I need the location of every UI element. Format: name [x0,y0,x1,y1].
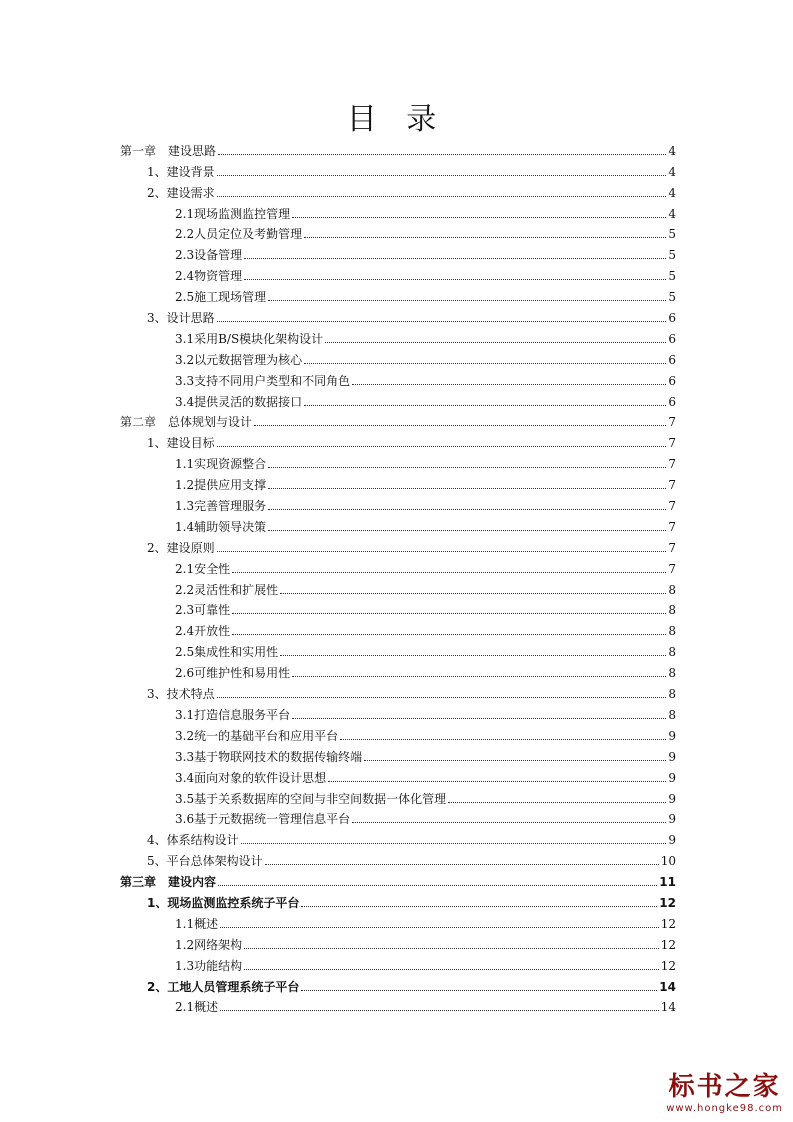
toc-entry-page: 12 [660,916,676,931]
toc-entry[interactable] [120,159,676,180]
toc-entry-title: 1、现场监测监控系统子平台 [147,895,300,910]
dot-leader [268,300,666,301]
toc-entry-title: 2.6可维护性和易用性 [175,666,291,681]
toc-entry-title: 第二章 总体规划与设计 [120,415,253,430]
toc-entry-title: 2、建设需求 [147,185,215,200]
dot-leader [232,613,666,614]
toc-entry-page: 5 [668,248,676,263]
toc-entry[interactable] [120,786,676,807]
toc-entry-page: 9 [668,749,676,764]
toc-entry[interactable] [120,744,676,765]
toc-entry[interactable] [120,180,676,201]
toc-entry-page: 10 [660,854,676,869]
dot-leader [218,885,657,886]
dot-leader [340,739,666,740]
toc-entry-title: 3.2以元数据管理为核心 [175,352,303,367]
toc-entry-page: 6 [668,373,676,388]
dot-leader [254,425,666,426]
toc-entry-title: 1.2提供应用支撑 [175,478,267,493]
dot-leader [217,446,667,447]
toc-entry[interactable] [120,995,676,1016]
dot-leader [220,927,659,928]
dot-leader [268,530,666,531]
dot-leader [352,822,666,823]
watermark-logo [666,1066,783,1114]
toc-entry-page: 9 [668,791,676,806]
toc-entry-page: 8 [668,707,676,722]
toc-entry-page: 8 [668,666,676,681]
dot-leader [244,969,659,970]
toc-entry[interactable] [120,514,676,535]
toc-entry-title: 3、技术特点 [147,687,215,702]
toc-entry[interactable] [120,556,676,577]
dot-leader [217,175,667,176]
toc-entry-page: 14 [660,1000,676,1015]
toc-entry-page: 8 [668,582,676,597]
toc-entry-page: 4 [668,206,676,221]
dot-leader [280,655,666,656]
toc-entry-page: 4 [668,185,676,200]
toc-entry-title: 3.1打造信息服务平台 [175,707,291,722]
toc-entry[interactable] [120,911,676,932]
toc-entry-page: 9 [668,770,676,785]
toc-entry-page: 9 [668,812,676,827]
toc-entry-title: 1、建设目标 [147,436,215,451]
toc-entry-page: 9 [668,728,676,743]
dot-leader [304,237,666,238]
toc-entry-page: 12 [660,958,676,973]
toc-entry-page: 12 [659,895,676,910]
toc-entry-title: 2.2人员定位及考勤管理 [175,227,303,242]
toc-entry-page: 9 [668,833,676,848]
toc-entry-title: 1.3功能结构 [175,958,243,973]
toc-entry[interactable] [120,577,676,598]
dot-leader [448,802,666,803]
toc-entry-page: 8 [668,645,676,660]
toc-entry-page: 7 [668,499,676,514]
toc-entry-page: 7 [668,436,676,451]
dot-leader [232,634,666,635]
toc-entry-page: 4 [668,143,676,158]
toc-entry-page: 6 [668,311,676,326]
toc-entry-title: 1、建设背景 [147,164,215,179]
dot-leader [292,217,666,218]
toc-entry[interactable] [120,472,676,493]
toc-entry-page: 5 [668,269,676,284]
toc-entry[interactable] [120,618,676,639]
toc-entry[interactable] [120,138,676,159]
toc-entry-title: 第三章 建设内容 [120,875,217,890]
dot-leader [244,258,666,259]
toc-entry-page: 7 [668,415,676,430]
toc-entry[interactable] [120,660,676,681]
dot-leader [217,551,667,552]
toc-entry-title: 1.4辅助领导决策 [175,519,267,534]
dot-leader [292,718,666,719]
toc-entry-title: 3.4提供灵活的数据接口 [175,394,303,409]
toc-entry-title: 2.3可靠性 [175,603,231,618]
toc-entry-title: 3.4面向对象的软件设计思想 [175,770,327,785]
dot-leader [364,760,666,761]
toc-entry[interactable] [120,242,676,263]
toc-entry[interactable] [120,263,676,284]
dot-leader [304,363,666,364]
toc-entry[interactable] [120,974,676,995]
toc-entry-title: 2.1安全性 [175,561,231,576]
dot-leader [241,843,667,844]
toc-entry-page: 6 [668,331,676,346]
toc-entry-title: 2.5集成性和实用性 [175,645,279,660]
toc-entry-title: 3.6基于元数据统一管理信息平台 [175,812,351,827]
dot-leader [268,509,666,510]
dot-leader [217,697,667,698]
toc-entry[interactable] [120,890,676,911]
toc-entry-title: 第一章 建设思路 [120,143,217,158]
toc-entry-page: 7 [668,478,676,493]
toc-entry[interactable] [120,222,676,243]
dot-leader [304,405,666,406]
toc-entry[interactable] [120,389,676,410]
toc-entry-title: 2.3设备管理 [175,248,243,263]
toc-entry[interactable] [120,723,676,744]
dot-leader [352,384,666,385]
toc-entry-title: 1.2网络架构 [175,937,243,952]
toc-entry-title: 3.3支持不同用户类型和不同角色 [175,373,351,388]
toc-entry-page: 5 [668,227,676,242]
toc-entry[interactable] [120,368,676,389]
toc-entry-title: 1.1概述 [175,916,219,931]
dot-leader [301,906,657,907]
toc-entry[interactable] [120,681,676,702]
toc-entry[interactable] [120,305,676,326]
toc-entry[interactable] [120,765,676,786]
toc-entry-page: 8 [668,603,676,618]
toc-entry-page: 7 [668,540,676,555]
toc-entry-page: 7 [668,561,676,576]
table-of-contents [120,138,676,1015]
toc-entry[interactable] [120,598,676,619]
dot-leader [325,342,666,343]
dot-leader [244,948,659,949]
dot-leader [280,593,666,594]
dot-leader [244,279,666,280]
toc-entry[interactable] [120,702,676,723]
toc-entry-title: 3.1采用B/S模块化架构设计 [175,331,324,346]
toc-entry-title: 2.4开放性 [175,624,231,639]
page-title: 目 录 [346,102,447,137]
toc-entry[interactable] [120,410,676,431]
toc-entry-page: 5 [668,290,676,305]
dot-leader [328,781,666,782]
dot-leader [217,321,667,322]
dot-leader [232,572,666,573]
toc-entry[interactable] [120,347,676,368]
toc-entry[interactable] [120,807,676,828]
toc-entry-title: 2、建设原则 [147,540,215,555]
toc-entry-page: 14 [659,979,676,994]
watermark-url: www.hongke98.com [666,1103,783,1114]
toc-entry-title: 3.3基于物联网技术的数据传输终端 [175,749,363,764]
toc-entry-page: 12 [660,937,676,952]
toc-entry-title: 3.2统一的基础平台和应用平台 [175,728,339,743]
toc-entry-title: 2.1概述 [175,1000,219,1015]
toc-entry[interactable] [120,430,676,451]
dot-leader [220,1010,659,1011]
toc-entry-page: 11 [659,875,676,890]
watermark-name: 标书之家 [668,1072,781,1102]
toc-entry[interactable] [120,869,676,890]
toc-entry[interactable] [120,535,676,556]
dot-leader [268,488,666,489]
dot-leader [217,196,667,197]
toc-entry-title: 1.3完善管理服务 [175,499,267,514]
toc-entry-title: 3.5基于关系数据库的空间与非空间数据一体化管理 [175,791,447,806]
toc-entry[interactable] [120,827,676,848]
dot-leader [268,467,666,468]
toc-entry-title: 2、工地人员管理系统子平台 [147,979,300,994]
dot-leader [265,864,659,865]
toc-entry-page: 7 [668,457,676,472]
toc-entry[interactable] [120,953,676,974]
dot-leader [292,676,666,677]
toc-entry[interactable] [120,451,676,472]
toc-entry[interactable] [120,932,676,953]
toc-entry-title: 2.4物资管理 [175,269,243,284]
toc-entry-title: 3、设计思路 [147,311,215,326]
toc-entry[interactable] [120,493,676,514]
toc-entry-title: 5、平台总体架构设计 [147,854,263,869]
toc-entry[interactable] [120,848,676,869]
toc-entry-title: 4、体系结构设计 [147,833,239,848]
toc-entry-page: 6 [668,394,676,409]
dot-leader [218,154,666,155]
toc-entry[interactable] [120,639,676,660]
toc-entry-page: 8 [668,624,676,639]
toc-entry-title: 2.1现场监测监控管理 [175,206,291,221]
toc-entry[interactable] [120,326,676,347]
toc-entry-page: 6 [668,352,676,367]
toc-entry-title: 1.1实现资源整合 [175,457,267,472]
toc-entry-page: 7 [668,519,676,534]
toc-entry[interactable] [120,284,676,305]
toc-entry-title: 2.5施工现场管理 [175,290,267,305]
toc-entry-title: 2.2灵活性和扩展性 [175,582,279,597]
toc-entry[interactable] [120,201,676,222]
toc-entry-page: 4 [668,164,676,179]
toc-entry-page: 8 [668,687,676,702]
dot-leader [301,990,657,991]
